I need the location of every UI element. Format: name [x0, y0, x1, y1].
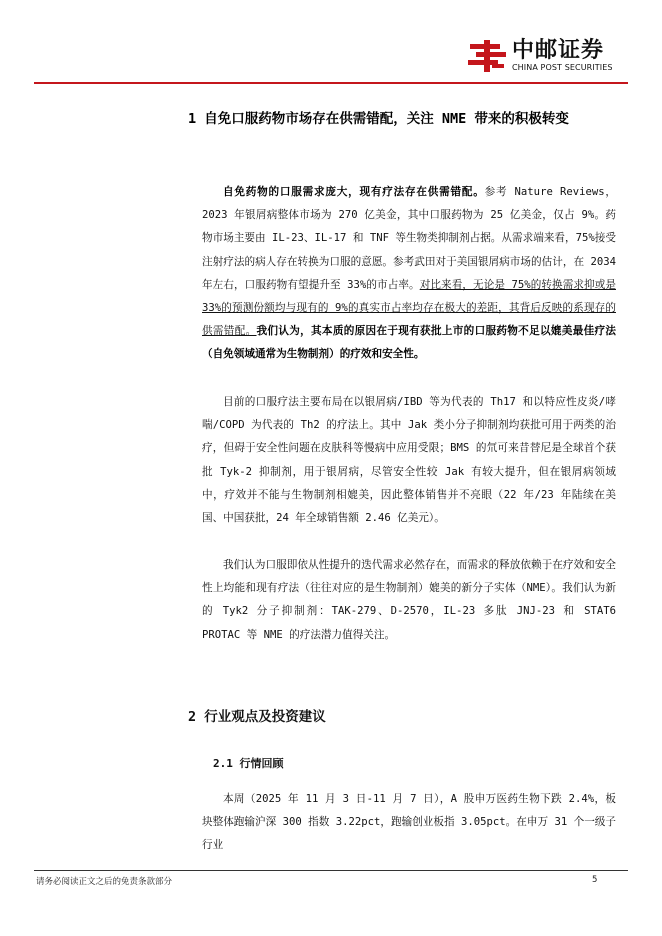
paragraph-1-body: 参考 Nature Reviews，2023 年银屑病整体市场为 270 亿美金，其中口服药物为 25 亿美金，仅占 9%。药物市场主要由 IL-23、IL-17 和 TNF 等生物类抑制剂占据。从需求端来看，75%接受注射疗法的病人存在转换为口服的意愿。参考武田对于美国银屑病市场的估计，在 2034 年左右，口服药物有望提升至 33%的市占率。 — [202, 186, 617, 291]
footer-disclaimer: 请务必阅读正文之后的免责条款部分 — [36, 877, 173, 887]
page-number: 5 — [592, 875, 598, 885]
footer-divider — [34, 870, 628, 871]
section-1-paragraph-3: 我们认为口服即依从性提升的迭代需求必然存在，而需求的释放依赖于在疗效和安全性上均能和现有疗法（往往对应的是生物制剂）媲美的新分子实体（NME）。我们认为新的 Tyk2 分子抑制剂：TAK-279、D-2570，IL-23 多肽 JNJ-23 和 STAT6 PROTAC 等 NME 的疗法潜力值得关注。 — [202, 559, 616, 641]
paragraph-1-bold-conclusion: 我们认为，其本质的原因在于现有获批上市的口服药物不足以媲美最佳疗法（自免领域通常为生物制剂）的疗效和安全性。 — [202, 325, 616, 361]
subsection-2-1-heading: 2.1 行情回顾 — [213, 757, 284, 770]
china-post-logo-icon — [466, 38, 508, 74]
logo-chinese-name: 中邮证券 — [512, 38, 605, 63]
logo-english-name: CHINA POST SECURITIES — [512, 63, 613, 72]
header-divider — [34, 82, 628, 84]
section-1-heading: 1 自免口服药物市场存在供需错配，关注 NME 带来的积极转变 — [188, 111, 569, 127]
section-1-paragraph-1 — [202, 181, 616, 367]
section-2-paragraph-1: 本周（2025 年 11 月 3 日-11 月 7 日），A 股申万医药生物下跌 2.4%，板块整体跑输沪深 300 指数 3.22pct，跑输创业板指 3.05pct。在申万 31 个一级子行业 — [202, 793, 616, 852]
paragraph-1-bold-lead: 自免药物的口服需求庞大，现有疗法存在供需错配。 — [223, 186, 485, 198]
section-1-paragraph-2: 目前的口服疗法主要布局在以银屑病/IBD 等为代表的 Th17 和以特应性皮炎/哮喘/COPD 为代表的 Th2 的疗法上。其中 Jak 类小分子抑制剂均获批可用于两类的治疗，但碍于安全性问题在皮肤科等慢病中应用受限；BMS 的氘可来昔替尼是全球首个获批 Tyk-2 抑制剂，用于银屑病，尽管安全性较 Jak 有较大提升，但在银屑病领域中，疗效并不能与生物制剂相媲美，因此整体销售并不亮眼（22 年/23 年陆续在美国、中国获批，24 年全球销售额 2.46 亿美元）。 — [202, 396, 616, 525]
paragraph-1-underlined: 对比来看，无论是 75%的转换需求抑或是 33%的预测份额均与现有的 9%的真实市占率均存在极大的差距，其背后反映的系现存的供需错配。 — [202, 278, 616, 338]
company-logo — [466, 38, 613, 74]
section-2-heading: 2 行业观点及投资建议 — [188, 709, 326, 725]
